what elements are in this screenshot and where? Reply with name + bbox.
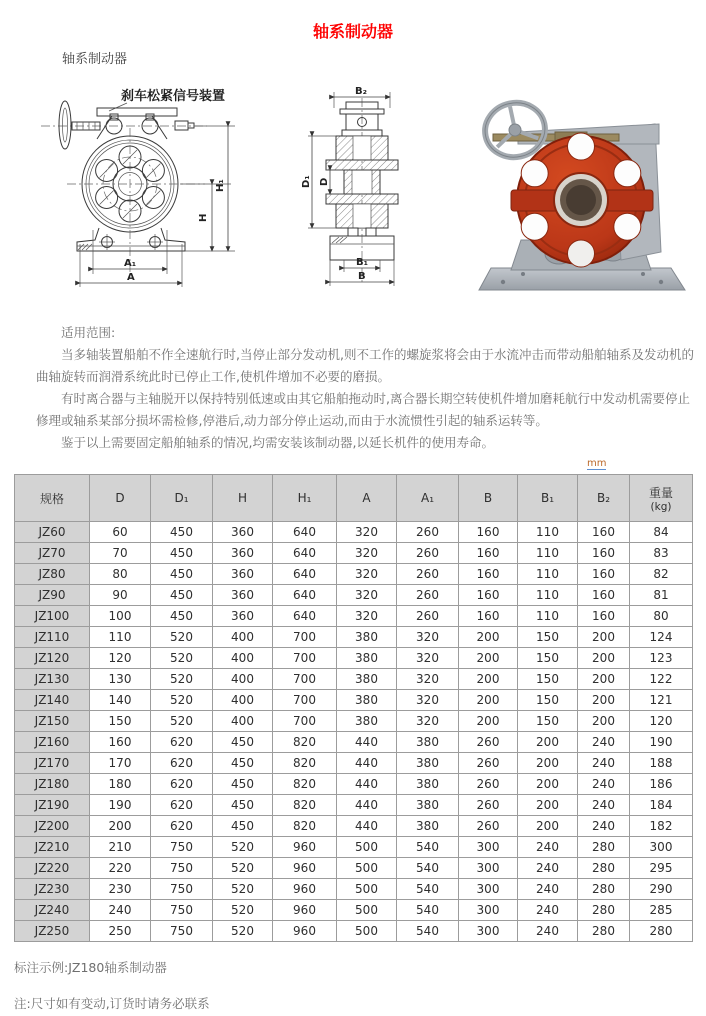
value-cell: 280	[578, 921, 630, 942]
value-cell: 750	[151, 837, 213, 858]
value-cell: 260	[459, 732, 518, 753]
table-row	[15, 606, 693, 627]
value-cell: 200	[578, 627, 630, 648]
value-cell: 450	[213, 816, 273, 837]
value-cell: 130	[90, 669, 151, 690]
column-header: D	[90, 475, 151, 522]
value-cell: 520	[151, 711, 213, 732]
scope-heading: 适用范围:	[61, 325, 116, 340]
value-cell: 500	[337, 921, 397, 942]
value-cell: 110	[518, 585, 578, 606]
value-cell: 700	[273, 648, 337, 669]
value-cell: 440	[337, 774, 397, 795]
spec-cell: JZ130	[15, 669, 90, 690]
table-row	[15, 585, 693, 606]
value-cell: 400	[213, 627, 273, 648]
value-cell: 400	[213, 690, 273, 711]
table-row	[15, 543, 693, 564]
table-row	[15, 564, 693, 585]
value-cell: 360	[213, 585, 273, 606]
value-cell: 122	[630, 669, 693, 690]
value-cell: 150	[518, 711, 578, 732]
value-cell: 300	[459, 837, 518, 858]
value-cell: 240	[578, 753, 630, 774]
value-cell: 150	[518, 690, 578, 711]
value-cell: 240	[578, 732, 630, 753]
value-cell: 240	[518, 900, 578, 921]
value-cell: 520	[151, 669, 213, 690]
value-cell: 200	[518, 795, 578, 816]
brake-signal-callout: 刹车松紧信号装置	[121, 89, 226, 104]
value-cell: 620	[151, 816, 213, 837]
value-cell: 200	[578, 690, 630, 711]
value-cell: 160	[459, 522, 518, 543]
value-cell: 400	[213, 711, 273, 732]
value-cell: 80	[90, 564, 151, 585]
spec-cell: JZ180	[15, 774, 90, 795]
value-cell: 120	[90, 648, 151, 669]
spec-cell: JZ160	[15, 732, 90, 753]
drawing-front-view	[35, 84, 303, 296]
value-cell: 450	[213, 732, 273, 753]
value-cell: 380	[337, 627, 397, 648]
value-cell: 620	[151, 795, 213, 816]
scope-paragraph: 当多轴装置船舶不作全速航行时,当停止部分发动机,则不工作的螺旋浆将会由于水流冲击而带动船舶轴系及发动机的曲轴旋转而润滑系统此时已停止工作,使机件增加不必要的磨损。	[36, 347, 694, 384]
value-cell: 260	[397, 564, 459, 585]
value-cell: 380	[397, 795, 459, 816]
value-cell: 240	[578, 795, 630, 816]
value-cell: 360	[213, 543, 273, 564]
value-cell: 240	[518, 879, 578, 900]
value-cell: 160	[90, 732, 151, 753]
dim-a-label: A	[127, 272, 135, 283]
column-header: A	[337, 475, 397, 522]
value-cell: 380	[397, 732, 459, 753]
value-cell: 184	[630, 795, 693, 816]
table-row	[15, 627, 693, 648]
value-cell: 520	[213, 858, 273, 879]
dim-b1-label: B₁	[356, 257, 369, 268]
value-cell: 540	[397, 879, 459, 900]
value-cell: 200	[518, 816, 578, 837]
note-example: 标注示例:JZ180轴系制动器	[14, 960, 167, 975]
spec-cell: JZ100	[15, 606, 90, 627]
value-cell: 450	[213, 795, 273, 816]
value-cell: 520	[213, 879, 273, 900]
value-cell: 160	[578, 585, 630, 606]
value-cell: 260	[397, 522, 459, 543]
column-header: 规格	[15, 475, 90, 522]
dim-h-label: H	[198, 213, 209, 222]
value-cell: 83	[630, 543, 693, 564]
spec-table	[14, 474, 693, 942]
value-cell: 440	[337, 795, 397, 816]
value-cell: 450	[151, 522, 213, 543]
value-cell: 90	[90, 585, 151, 606]
table-row	[15, 690, 693, 711]
spec-cell: JZ140	[15, 690, 90, 711]
value-cell: 320	[397, 627, 459, 648]
table-row	[15, 669, 693, 690]
value-cell: 240	[578, 816, 630, 837]
value-cell: 120	[630, 711, 693, 732]
value-cell: 160	[578, 606, 630, 627]
description	[36, 322, 696, 454]
value-cell: 160	[459, 606, 518, 627]
spec-cell: JZ80	[15, 564, 90, 585]
value-cell: 280	[578, 837, 630, 858]
value-cell: 150	[518, 669, 578, 690]
dim-h1-label: H₁	[215, 179, 226, 192]
value-cell: 700	[273, 690, 337, 711]
value-cell: 110	[518, 606, 578, 627]
value-cell: 960	[273, 837, 337, 858]
value-cell: 820	[273, 732, 337, 753]
value-cell: 450	[213, 774, 273, 795]
value-cell: 360	[213, 564, 273, 585]
value-cell: 320	[337, 585, 397, 606]
section-subtitle: 轴系制动器	[62, 52, 128, 67]
spec-cell: JZ250	[15, 921, 90, 942]
dim-b-label: B	[358, 271, 366, 282]
value-cell: 200	[459, 690, 518, 711]
value-cell: 100	[90, 606, 151, 627]
base-plate	[479, 268, 685, 290]
value-cell: 190	[630, 732, 693, 753]
value-cell: 320	[397, 711, 459, 732]
value-cell: 300	[459, 879, 518, 900]
value-cell: 320	[337, 606, 397, 627]
note-dimension: 注:尺寸如有变动,订货时请务必联系	[14, 996, 210, 1011]
value-cell: 123	[630, 648, 693, 669]
value-cell: 640	[273, 606, 337, 627]
page-title: 轴系制动器	[312, 21, 393, 41]
value-cell: 380	[337, 690, 397, 711]
value-cell: 260	[459, 774, 518, 795]
value-cell: 320	[397, 669, 459, 690]
table-row	[15, 732, 693, 753]
value-cell: 150	[90, 711, 151, 732]
spec-cell: JZ200	[15, 816, 90, 837]
value-cell: 260	[459, 795, 518, 816]
value-cell: 540	[397, 858, 459, 879]
value-cell: 230	[90, 879, 151, 900]
value-cell: 182	[630, 816, 693, 837]
value-cell: 124	[630, 627, 693, 648]
value-cell: 450	[151, 543, 213, 564]
value-cell: 820	[273, 774, 337, 795]
table-row	[15, 711, 693, 732]
column-header: 重量 (kg)	[630, 475, 693, 522]
value-cell: 520	[151, 690, 213, 711]
value-cell: 750	[151, 858, 213, 879]
value-cell: 290	[630, 879, 693, 900]
value-cell: 700	[273, 711, 337, 732]
value-cell: 110	[518, 543, 578, 564]
value-cell: 960	[273, 858, 337, 879]
table-row	[15, 753, 693, 774]
value-cell: 260	[459, 816, 518, 837]
value-cell: 450	[151, 606, 213, 627]
value-cell: 640	[273, 564, 337, 585]
value-cell: 190	[90, 795, 151, 816]
value-cell: 360	[213, 606, 273, 627]
value-cell: 60	[90, 522, 151, 543]
column-header: D₁	[151, 475, 213, 522]
spec-cell: JZ120	[15, 648, 90, 669]
spec-table-head-row	[15, 475, 693, 522]
column-header: B₁	[518, 475, 578, 522]
value-cell: 140	[90, 690, 151, 711]
value-cell: 450	[151, 585, 213, 606]
value-cell: 260	[397, 606, 459, 627]
value-cell: 200	[459, 669, 518, 690]
value-cell: 380	[337, 648, 397, 669]
value-cell: 200	[518, 774, 578, 795]
value-cell: 188	[630, 753, 693, 774]
spec-cell: JZ170	[15, 753, 90, 774]
value-cell: 700	[273, 669, 337, 690]
value-cell: 200	[90, 816, 151, 837]
value-cell: 500	[337, 837, 397, 858]
value-cell: 440	[337, 816, 397, 837]
value-cell: 380	[397, 753, 459, 774]
value-cell: 110	[90, 627, 151, 648]
value-cell: 540	[397, 921, 459, 942]
value-cell: 640	[273, 543, 337, 564]
value-cell: 700	[273, 627, 337, 648]
value-cell: 400	[213, 648, 273, 669]
value-cell: 300	[630, 837, 693, 858]
value-cell: 186	[630, 774, 693, 795]
column-header: B₂	[578, 475, 630, 522]
value-cell: 240	[518, 837, 578, 858]
value-cell: 520	[213, 837, 273, 858]
scope-paragraph: 鉴于以上需要固定船舶轴系的情况,均需安装该制动器,以延长机件的使用寿命。	[61, 435, 494, 450]
value-cell: 280	[630, 921, 693, 942]
value-cell: 84	[630, 522, 693, 543]
value-cell: 70	[90, 543, 151, 564]
value-cell: 240	[90, 900, 151, 921]
value-cell: 250	[90, 921, 151, 942]
value-cell: 380	[337, 711, 397, 732]
value-cell: 380	[397, 774, 459, 795]
value-cell: 540	[397, 837, 459, 858]
column-header: H	[213, 475, 273, 522]
value-cell: 360	[213, 522, 273, 543]
value-cell: 450	[151, 564, 213, 585]
value-cell: 200	[578, 711, 630, 732]
value-cell: 280	[578, 858, 630, 879]
value-cell: 240	[578, 774, 630, 795]
column-header: B	[459, 475, 518, 522]
value-cell: 960	[273, 879, 337, 900]
value-cell: 520	[151, 648, 213, 669]
table-row	[15, 795, 693, 816]
value-cell: 320	[337, 522, 397, 543]
table-row	[15, 816, 693, 837]
value-cell: 960	[273, 921, 337, 942]
value-cell: 750	[151, 879, 213, 900]
value-cell: 280	[578, 879, 630, 900]
value-cell: 400	[213, 669, 273, 690]
value-cell: 160	[459, 585, 518, 606]
table-row	[15, 648, 693, 669]
spec-cell: JZ190	[15, 795, 90, 816]
value-cell: 320	[397, 648, 459, 669]
value-cell: 160	[459, 543, 518, 564]
table-row	[15, 837, 693, 858]
dim-b2-label: B₂	[355, 86, 368, 97]
value-cell: 200	[459, 627, 518, 648]
value-cell: 500	[337, 858, 397, 879]
value-cell: 200	[578, 648, 630, 669]
unit-label: mm	[587, 458, 607, 469]
value-cell: 440	[337, 732, 397, 753]
value-cell: 820	[273, 795, 337, 816]
value-cell: 750	[151, 900, 213, 921]
spec-cell: JZ60	[15, 522, 90, 543]
value-cell: 240	[518, 921, 578, 942]
value-cell: 520	[213, 900, 273, 921]
spec-cell: JZ150	[15, 711, 90, 732]
value-cell: 110	[518, 522, 578, 543]
value-cell: 640	[273, 522, 337, 543]
value-cell: 200	[578, 669, 630, 690]
value-cell: 380	[337, 669, 397, 690]
value-cell: 260	[459, 753, 518, 774]
value-cell: 81	[630, 585, 693, 606]
drawing-section-view	[300, 84, 460, 296]
value-cell: 540	[397, 900, 459, 921]
table-row	[15, 858, 693, 879]
spec-cell: JZ230	[15, 879, 90, 900]
value-cell: 520	[151, 627, 213, 648]
value-cell: 285	[630, 900, 693, 921]
value-cell: 440	[337, 753, 397, 774]
spec-cell: JZ110	[15, 627, 90, 648]
value-cell: 820	[273, 753, 337, 774]
value-cell: 300	[459, 921, 518, 942]
value-cell: 220	[90, 858, 151, 879]
product-photo	[463, 82, 703, 300]
table-row	[15, 879, 693, 900]
dim-d-label: D	[319, 177, 330, 186]
value-cell: 640	[273, 585, 337, 606]
value-cell: 170	[90, 753, 151, 774]
value-cell: 150	[518, 648, 578, 669]
spec-cell: JZ220	[15, 858, 90, 879]
value-cell: 500	[337, 879, 397, 900]
value-cell: 620	[151, 732, 213, 753]
value-cell: 121	[630, 690, 693, 711]
table-row	[15, 774, 693, 795]
value-cell: 380	[397, 816, 459, 837]
value-cell: 200	[459, 648, 518, 669]
value-cell: 160	[578, 522, 630, 543]
value-cell: 110	[518, 564, 578, 585]
table-row	[15, 900, 693, 921]
value-cell: 320	[337, 543, 397, 564]
column-header: A₁	[397, 475, 459, 522]
spec-cell: JZ210	[15, 837, 90, 858]
value-cell: 160	[578, 543, 630, 564]
value-cell: 240	[518, 858, 578, 879]
table-row	[15, 921, 693, 942]
value-cell: 960	[273, 900, 337, 921]
value-cell: 295	[630, 858, 693, 879]
spec-table-body	[15, 522, 693, 942]
value-cell: 150	[518, 627, 578, 648]
value-cell: 210	[90, 837, 151, 858]
value-cell: 300	[459, 900, 518, 921]
spec-cell: JZ240	[15, 900, 90, 921]
value-cell: 200	[518, 732, 578, 753]
value-cell: 520	[213, 921, 273, 942]
spec-cell: JZ90	[15, 585, 90, 606]
value-cell: 160	[459, 564, 518, 585]
value-cell: 80	[630, 606, 693, 627]
scope-paragraph: 有时离合器与主轴脱开以保持特别低速或由其它船舶拖动时,离合器长期空转使机件增加磨耗航行中发动机需要停止修理或轴系某部分损坏需检修,停港后,动力部分停止运动,而由于水流惯性引起的轴系运转等。	[36, 391, 690, 428]
value-cell: 320	[337, 564, 397, 585]
value-cell: 260	[397, 585, 459, 606]
table-row	[15, 522, 693, 543]
value-cell: 320	[397, 690, 459, 711]
column-header: H₁	[273, 475, 337, 522]
value-cell: 620	[151, 774, 213, 795]
value-cell: 180	[90, 774, 151, 795]
value-cell: 160	[578, 564, 630, 585]
value-cell: 820	[273, 816, 337, 837]
spec-cell: JZ70	[15, 543, 90, 564]
value-cell: 620	[151, 753, 213, 774]
value-cell: 260	[397, 543, 459, 564]
value-cell: 200	[518, 753, 578, 774]
value-cell: 500	[337, 900, 397, 921]
dim-a1-label: A₁	[124, 258, 137, 269]
value-cell: 280	[578, 900, 630, 921]
value-cell: 82	[630, 564, 693, 585]
value-cell: 300	[459, 858, 518, 879]
value-cell: 750	[151, 921, 213, 942]
value-cell: 200	[459, 711, 518, 732]
dim-d1-label: D₁	[301, 175, 312, 188]
value-cell: 450	[213, 753, 273, 774]
